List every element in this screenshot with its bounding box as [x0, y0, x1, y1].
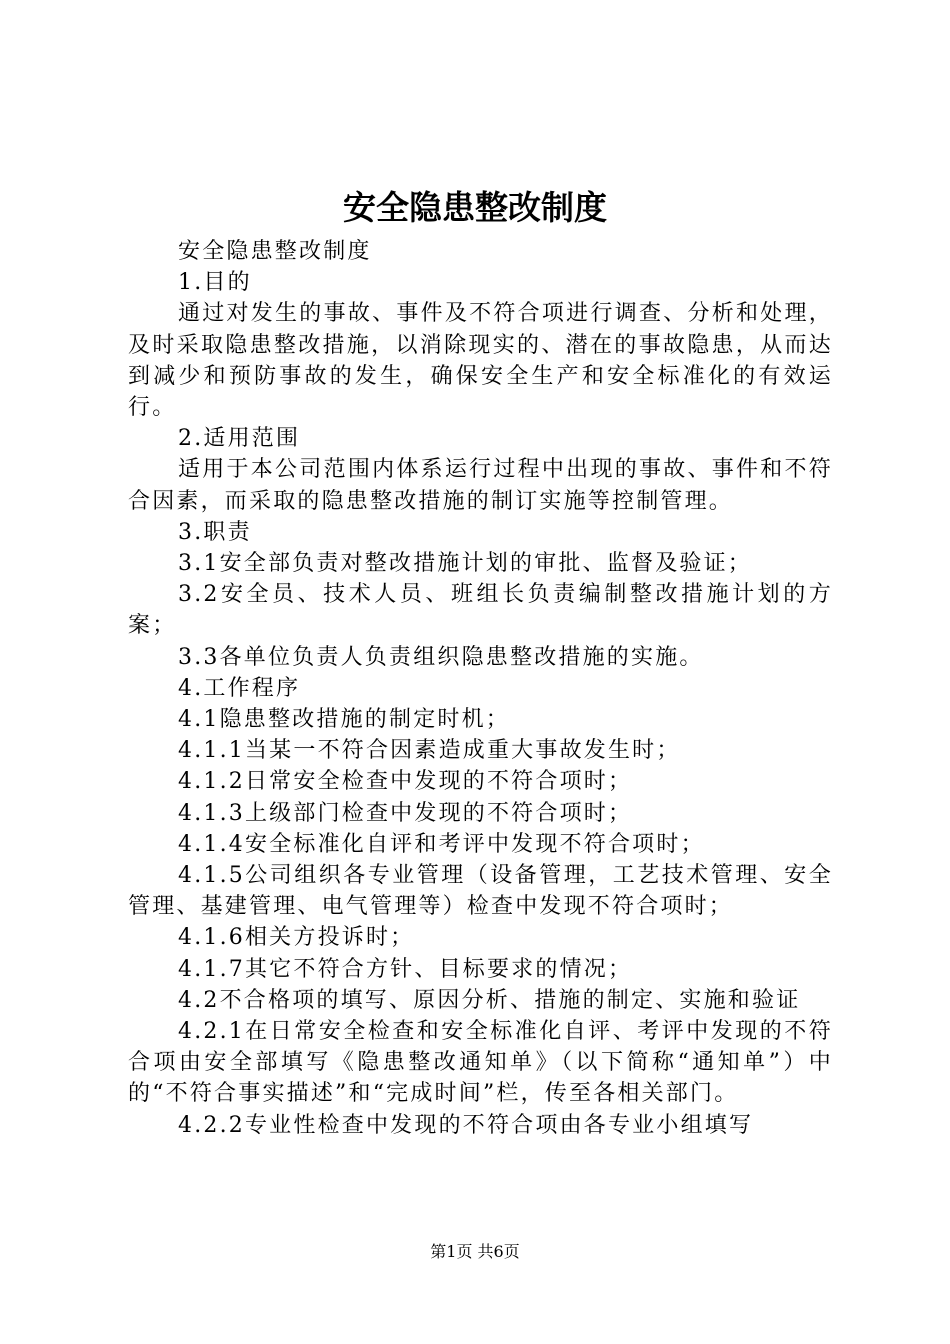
paragraph-4-2: 4.2不合格项的填写、原因分析、措施的制定、实施和验证: [178, 987, 801, 1013]
paragraph-4-1-1: 4.1.1当某一不符合因素造成重大事故发生时；: [178, 738, 681, 764]
paragraph-3-1: 3.1安全部负责对整改措施计划的审批、监督及验证；: [178, 551, 752, 577]
paragraph-4-2-1: 4.2.1在日常安全检查和安全标准化自评、考评中发现的不符合项由安全部填写《隐患整改通知单》（以下简称“通知单”）中的“不符合事实描述”和“完成时间”栏，传至各相关部门。: [128, 1019, 833, 1107]
paragraph-4-1-5: 4.1.5公司组织各专业管理（设备管理，工艺技术管理、安全管理、基建管理、电气管理等）检查中发现不符合项时；: [128, 863, 833, 920]
paragraph-4-1-2: 4.1.2日常安全检查中发现的不符合项时；: [178, 769, 633, 795]
paragraph-4-1-6: 4.1.6相关方投诉时；: [178, 925, 415, 951]
paragraph-purpose: 通过对发生的事故、事件及不符合项进行调查、分析和处理，及时采取隐患整改措施，以消除现实的、潜在的事故隐患，从而达到减少和预防事故的发生，确保安全生产和安全标准化的有效运行。: [128, 301, 833, 421]
document-body: [128, 236, 833, 1141]
paragraph-section-4-heading: 4.工作程序: [178, 675, 301, 701]
paragraph-4-1-4: 4.1.4安全标准化自评和考评中发现不符合项时；: [178, 831, 705, 857]
paragraph-section-3-heading: 3.职责: [178, 519, 252, 545]
paragraph-4-1: 4.1隐患整改措施的制定时机；: [178, 707, 510, 733]
paragraph-section-1-heading: 1.目的: [178, 270, 252, 296]
paragraph-section-2-heading: 2.适用范围: [178, 426, 301, 452]
paragraph-3-2: 3.2安全员、技术人员、班组长负责编制整改措施计划的方案；: [128, 582, 833, 639]
paragraph-4-1-3: 4.1.3上级部门检查中发现的不符合项时；: [178, 800, 633, 826]
document-title: 安全隐患整改制度: [343, 188, 607, 227]
paragraph-3-3: 3.3各单位负责人负责组织隐患整改措施的实施。: [178, 644, 704, 670]
paragraph-subtitle: 安全隐患整改制度: [178, 239, 372, 264]
page-footer: 第1页 共6页: [430, 1242, 520, 1261]
paragraph-scope: 适用于本公司范围内体系运行过程中出现的事故、事件和不符合因素，而采取的隐患整改措施的制订实施等控制管理。: [128, 457, 833, 514]
paragraph-4-1-7: 4.1.7其它不符合方针、目标要求的情况；: [178, 956, 633, 982]
paragraph-4-2-2: 4.2.2专业性检查中发现的不符合项由各专业小组填写: [178, 1112, 754, 1138]
